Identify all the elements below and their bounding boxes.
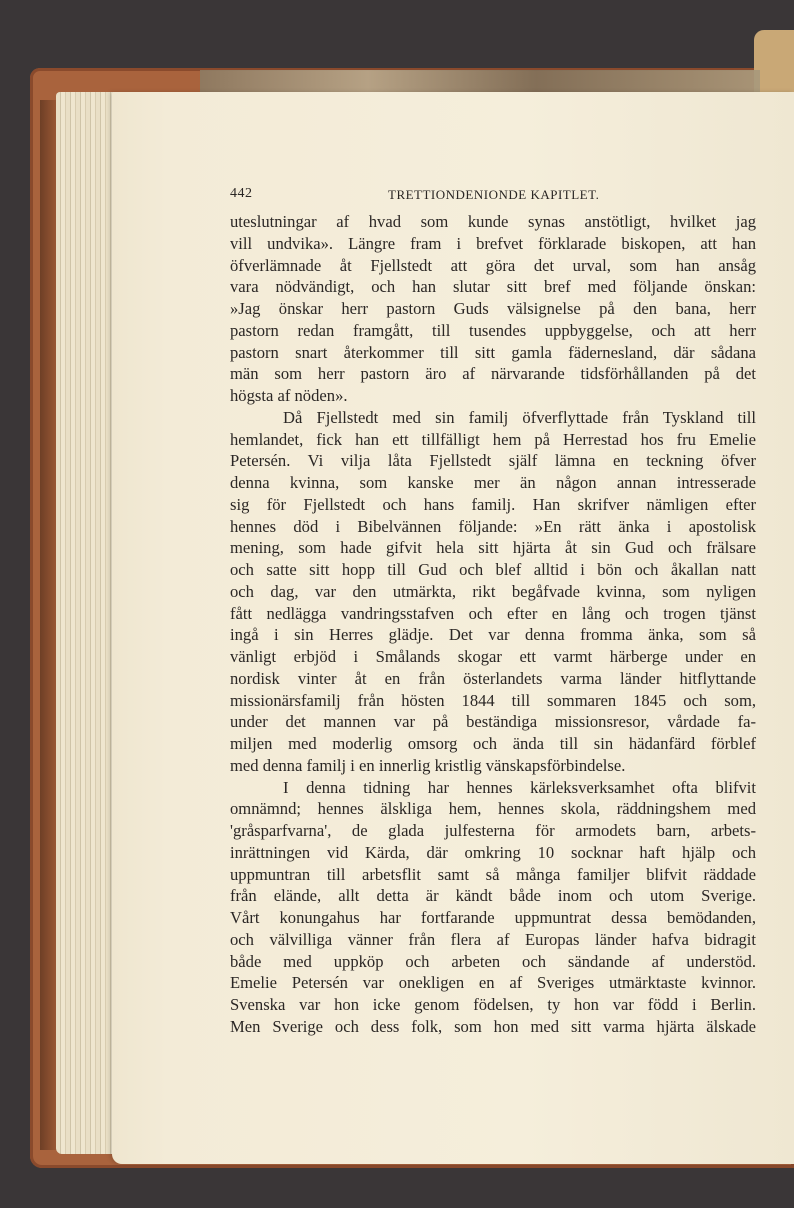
text-line: nordisk vinter åt en från österlandets varma länder hitflyttande [230,668,756,688]
text-line: under det mannen var på beständiga missionsresor, vårdade fa- [230,712,756,732]
text-line: Petersén. Vi vilja låta Fjellstedt själf lämna en teckning öfver [230,451,756,471]
text-line: hennes död i Bibelvännen följande: »En rätt änka i apostolisk [230,516,756,536]
text-line: uppmuntran till arbetsflit samt så många familjer blifvit räddade [230,864,756,884]
text-line: vara nödvändigt, och han slutar sitt bref med följande önskan: [230,277,756,297]
body-text [230,211,756,1038]
text-line: I denna tidning har hennes kärleksverksamhet ofta blifvit [283,777,756,797]
text-line: hemlandet, fick han ett tillfälligt hem på Herrestad hos fru Emelie [230,429,756,449]
text-line: och dag, var den utmärkta, rikt begåfvade kvinna, som nyligen [230,581,756,601]
text-line: både med uppköp och arbeten och sändande af understöd. [230,951,756,971]
text-line: omnämnd; hennes älskliga hem, hennes skola, räddningshem med [230,799,756,819]
text-line: från elände, allt detta är kändt både inom och utom Sverige. [230,886,756,906]
text-line: pastorn snart återkommer till sitt gamla fädernesland, där sådana [230,342,756,362]
text-line: miljen med moderlig omsorg och ända till sin hädanfärd förblef [230,734,756,753]
chapter-title: TRETTIONDENIONDE KAPITLET. [388,187,600,202]
text-line: Då Fjellstedt med sin familj öfverflyttade från Tyskland till [283,407,756,427]
text-line: mening, som hade gifvit hela sitt hjärta åt sin Gud och frälsare [230,538,756,558]
text-line: inrättningen vid Kärda, där omkring 10 socknar haft hjälp och [230,842,756,862]
text-line: denna kvinna, som kanske mer än någon annan intresserade [230,473,756,492]
text-line: Men Sverige och dess folk, som hon med sitt varma hjärta älskade [230,1016,756,1036]
text-line: »Jag önskar herr pastorn Guds välsignelse på den bana, herr [230,299,756,318]
text-line: missionärsfamilj från hösten 1844 till sommaren 1845 och som, [230,690,756,710]
text-line: och satte sitt hopp till Gud och blef alltid i bön och åkallan natt [230,560,756,579]
text-line: och välvilliga vänner från flera af Europas länder hafva bidragit [230,929,756,949]
text-line: sig för Fjellstedt och hans familj. Han skrifver nämligen efter [230,494,756,514]
text-line: pastorn redan framgått, till tusendes uppbyggelse, och att herr [230,320,756,340]
text-line: vänligt erbjöd i Smålands skogar ett varmt härberge under en [230,647,756,666]
text-line: högsta af nöden». [230,386,348,405]
text-line: Vårt konungahus har fortfarande uppmuntrat dessa bemödanden, [230,908,756,927]
text-line: vill undvika». Längre fram i brefvet förklarade biskopen, att han [230,233,756,253]
page-number: 442 [230,186,253,201]
text-line: Svenska var hon icke genom födelsen, ty hon var född i Berlin. [230,995,756,1014]
text-line: med denna familj i en innerlig kristlig vänskapsförbindelse. [230,755,626,775]
text-line: 'gråsparfvarna', de glada julfesterna för armodets barn, arbets- [230,821,756,840]
text-line: Emelie Petersén var onekligen en af Sveriges utmärktaste kvinnor. [230,973,756,993]
text-line: män som herr pastorn äro af närvarande tidsförhållanden på det [230,364,756,384]
running-header [230,186,752,204]
text-line: uteslutningar af hvad som kunde synas anstötligt, hvilket jag [230,212,756,231]
text-line: fått nedlägga vandringsstafven och efter en lång och trogen tjänst [230,603,756,623]
text-line: öfverlämnade åt Fjellstedt att göra det urval, som han ansåg [230,255,756,275]
cover-corner [754,30,794,100]
text-line: ingå i sin Herres glädje. Det var denna fromma änka, som så [230,625,756,645]
